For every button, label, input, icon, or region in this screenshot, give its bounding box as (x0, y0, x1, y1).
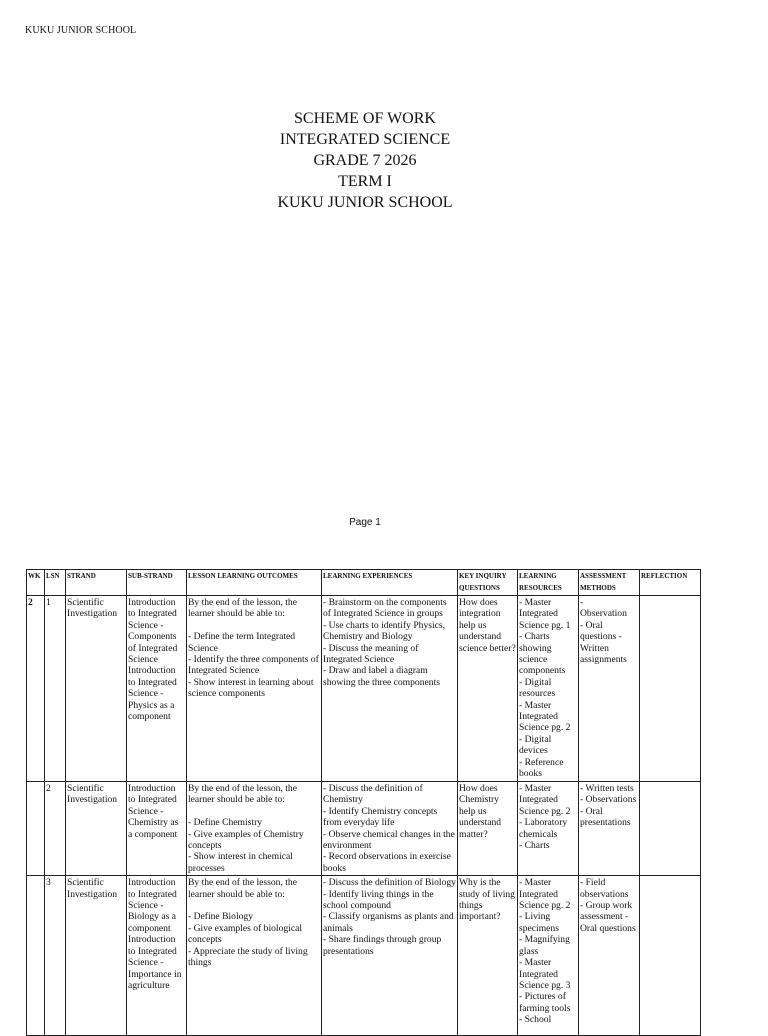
cell-text-line: - Show interest in learning about science components (188, 676, 314, 700)
cell-reflection (640, 596, 701, 782)
cell-text-line: - Written tests - Observations (580, 783, 637, 806)
cell-experiences (322, 782, 458, 876)
cell-text-line: - Draw and label a diagram showing the three components (323, 665, 440, 688)
cell-lsn: 3 (45, 876, 66, 1036)
header-lsn: LSN (45, 570, 66, 596)
cell-text-line: - Record observations in exercise books (323, 851, 451, 874)
header-reflection: REFLECTION (640, 570, 701, 596)
cell-text-line: - Master Integrated Science pg. 1 (519, 597, 571, 631)
cell-strand: Scientific Investigation (66, 876, 127, 1036)
cell-text-line: - Discuss the definition of Chemistry (323, 783, 423, 806)
header-wk: WK (27, 570, 45, 596)
cell-wk (27, 782, 45, 876)
cell-text-line: - Show interest in chemical processes (188, 851, 293, 874)
cell-reflection (640, 782, 701, 876)
cell-questions: Why is the study of living things important? (458, 876, 518, 1036)
cell-questions: How does Chemistry help us understand matter? (458, 782, 518, 876)
cell-text-line: Observation (580, 608, 627, 620)
cell-outcomes (187, 876, 322, 1036)
cell-text-line: By the end of the lesson, the learner should be able to: (188, 783, 297, 806)
cell-text-line: - Master Integrated Science pg. 2 (519, 877, 571, 912)
title-block (0, 108, 730, 213)
table-row (27, 596, 701, 782)
cell-text-line (188, 806, 320, 817)
title-line: GRADE 7 2026 (313, 152, 417, 169)
cell-text-line: - Define Biology (188, 911, 254, 923)
cell-text-line: - Observe chemical changes in the environment (323, 828, 455, 852)
cell-text-line: - Master Integrated Science pg. 3 (519, 957, 571, 991)
cell-text-line: - Field observations (580, 877, 629, 900)
cell-sub-strand: Introduction to Integrated Science - Biology as a component Introduction to Integrated Science - Importance in agriculture (127, 876, 187, 1036)
cell-text-line: - Oral questions - Written assignments (580, 619, 627, 666)
header-sub-strand: SUB-STRAND (127, 570, 187, 596)
cell-text-line: - Group work assessment - Oral questions (580, 900, 636, 934)
cell-wk (27, 876, 45, 1036)
cell-experiences (322, 596, 458, 782)
cell-text-line: - Living specimens (519, 911, 559, 934)
header-key-inquiry-questions: KEY INQUIRY QUESTIONS (458, 570, 518, 596)
cell-text-line: - Give examples of Chemistry concepts (188, 828, 304, 852)
cell-outcomes (187, 782, 322, 876)
cell-resources (518, 596, 579, 782)
cell-text-line: - Laboratory chemicals (519, 817, 568, 840)
cell-text-line: - Master Integrated Science pg. 2 (519, 783, 571, 817)
cell-strand: Scientific Investigation (66, 596, 127, 782)
cell-text-line: - Classify organisms as plants and animals (323, 911, 454, 934)
cell-text-line: - Define the term Integrated Science (188, 631, 296, 654)
cell-sub-strand: Introduction to Integrated Science - Components of Integrated Science Introduction to Integrated Science - Physics as a component (127, 596, 187, 782)
header-learning-outcomes: LESSON LEARNING OUTCOMES (187, 570, 322, 596)
cell-questions: How does integration help us understand science better? (458, 596, 518, 782)
scheme-of-work-table (26, 569, 701, 1036)
cell-text-line: - Oral presentations (580, 805, 631, 829)
cell-reflection (640, 876, 701, 1036)
cell-outcomes (187, 596, 322, 782)
page-number: Page 1 (349, 517, 381, 528)
title-line: SCHEME OF WORK (294, 110, 436, 127)
cell-text-line: - Magnifying glass (519, 934, 570, 957)
title-line: KUKU JUNIOR SCHOOL (277, 194, 453, 211)
cell-text-line: - Master Integrated Science pg. 2 (519, 699, 571, 734)
cell-text-line (188, 900, 320, 911)
header-assessment-methods: ASSESSMENT METHODS (579, 570, 640, 596)
cell-text-line: - Charts showing science components (519, 631, 566, 677)
cell-text-line: - Use charts to identify Physics, Chemistry and Biology (323, 619, 446, 643)
cell-lsn: 1 (45, 596, 66, 782)
header-learning-resources: LEARNING RESOURCES (518, 570, 579, 596)
table-row (27, 782, 701, 876)
cell-text-line: - Digital devices (519, 733, 552, 757)
cell-experiences (322, 876, 458, 1036)
cell-text-line: - Identify the three components of Integrated Science (188, 654, 319, 677)
cell-text-line: - Discuss the meaning of Integrated Science (323, 642, 419, 666)
title-line: INTEGRATED SCIENCE (279, 131, 451, 148)
cell-text-line: - Identify living things in the school compound (323, 888, 434, 912)
cell-text-line: - Discuss the definition of Biology (323, 877, 456, 889)
cell-text-line (188, 620, 320, 631)
header-learning-experiences: LEARNING EXPERIENCES (322, 570, 458, 596)
cell-text-line: - Define Chemistry (188, 817, 263, 829)
cell-text-line: - Reference books (519, 756, 564, 780)
cell-text-line: - Identify Chemistry concepts from everyday life (323, 805, 438, 829)
page-header: KUKU JUNIOR SCHOOL (25, 25, 137, 36)
cell-text-line: - Charts (519, 840, 550, 852)
cell-text-line: - Digital resources (519, 676, 556, 700)
cell-text-line: - Brainstorm on the components of Integrated Science in groups (323, 597, 447, 620)
cell-text-line: - Pictures of farming tools (519, 991, 571, 1014)
cell-resources (518, 876, 579, 1036)
cell-text-line: - (580, 597, 584, 608)
cell-text-line: By the end of the lesson, the learner should be able to: (188, 597, 297, 620)
cell-text-line: - Give examples of biological concepts (188, 922, 303, 946)
cell-text-line: - Appreciate the study of living things (188, 945, 308, 969)
title-line: TERM I (338, 173, 392, 190)
cell-lsn: 2 (45, 782, 66, 876)
cell-wk: 2 (27, 596, 45, 782)
header-strand: STRAND (66, 570, 127, 596)
cell-sub-strand: Introduction to Integrated Science - Chemistry as a component (127, 782, 187, 876)
table-header-row (27, 570, 701, 596)
cell-text-line: - School (519, 1014, 552, 1026)
cell-strand: Scientific Investigation (66, 782, 127, 876)
cell-assessment (579, 596, 640, 782)
cell-text-line: - Share findings through group presentations (323, 934, 442, 957)
cell-text-line: By the end of the lesson, the learner should be able to: (188, 877, 297, 900)
cell-assessment (579, 782, 640, 876)
table-row (27, 876, 701, 1036)
cell-resources (518, 782, 579, 876)
cell-assessment (579, 876, 640, 1036)
